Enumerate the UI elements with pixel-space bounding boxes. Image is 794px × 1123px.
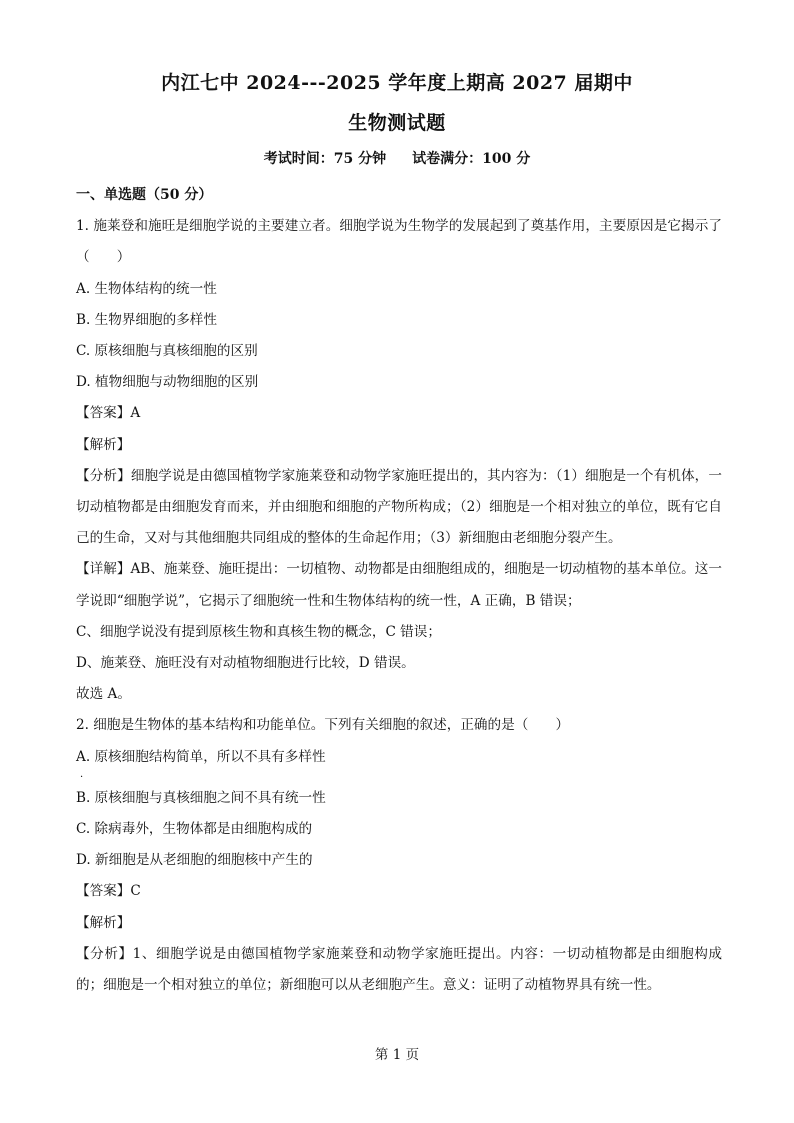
question-2-answer: 【答案】C [76, 883, 141, 900]
question-1-jiexi: 【解析】 [76, 436, 131, 453]
question-2-option-c: C. 除病毒外，生物体都是由细胞构成的 [76, 821, 313, 838]
exam-title-line2: 生物测试题 [348, 112, 446, 134]
question-1-option-c: C. 原核细胞与真核细胞的区别 [76, 343, 258, 360]
exam-title-line1: 内江七中 2024---2025 学年度上期高 2027 届期中 [161, 72, 633, 94]
page-number: 第 1 页 [374, 1047, 420, 1063]
exam-meta [0, 148, 794, 168]
stray-dot-mark: · [80, 771, 84, 783]
exam-time: 考试时间：75 分钟 [263, 151, 387, 167]
question-2-option-a: A. 原核细胞结构简单，所以不具有多样性 [76, 748, 326, 765]
question-1-option-b: B. 生物界细胞的多样性 [76, 311, 217, 328]
question-2-stem: 2. 细胞是生物体的基本结构和功能单位。下列有关细胞的叙述，正确的是（ ） [76, 717, 570, 734]
question-1-option-d: D. 植物细胞与动物细胞的区别 [76, 374, 259, 391]
question-1-conclusion: 故选 A。 [76, 686, 131, 703]
question-1-analysis: 【分析】细胞学说是由德国植物学家施莱登和动物学家施旺提出的，其内容为：（1）细胞是一个有机体，一切动植物都是由细胞发育而来，并由细胞和细胞的产物所构成；（2）细胞是一个相对独立的单位，既有它自己的生命，又对与其他细胞共同组成的整体的生命起作用；（3）新细胞由老细胞分裂产生。 [76, 467, 722, 547]
full-score: 试卷满分：100 分 [412, 151, 531, 167]
question-1-detail-ab: 【详解】AB、施莱登、施旺提出：一切植物、动物都是由细胞组成的，细胞是一切动植物的基本单位。这一学说即“细胞学说”，它揭示了细胞统一性和生物体结构的统一性，A 正确，B 错误； [76, 561, 722, 609]
question-1-detail-c: C、细胞学说没有提到原核生物和真核生物的概念，C 错误； [76, 623, 441, 640]
question-2-option-d: D. 新细胞是从老细胞的细胞核中产生的 [76, 852, 313, 869]
question-2-jiexi: 【解析】 [76, 914, 131, 931]
question-2-analysis: 【分析】1、细胞学说是由德国植物学家施莱登和动物学家施旺提出。内容：一切动植物都是由细胞构成的；细胞是一个相对独立的单位；新细胞可以从老细胞产生。意义：证明了动植物界具有统一性。 [76, 945, 722, 994]
question-1-option-a: A. 生物体结构的统一性 [76, 280, 217, 297]
question-1-answer: 【答案】A [76, 405, 141, 422]
section-heading: 一、单选题（50 分） [76, 187, 213, 203]
document-body [76, 180, 722, 1001]
question-2-option-b: B. 原核细胞与真核细胞之间不具有统一性 [76, 789, 326, 806]
question-1-stem: 1. 施莱登和施旺是细胞学说的主要建立者。细胞学说为生物学的发展起到了奠基作用，主要原因是它揭示了（ ） [76, 218, 722, 266]
question-1-detail-d: D、施莱登、施旺没有对动植物细胞进行比较，D 错误。 [76, 655, 415, 672]
